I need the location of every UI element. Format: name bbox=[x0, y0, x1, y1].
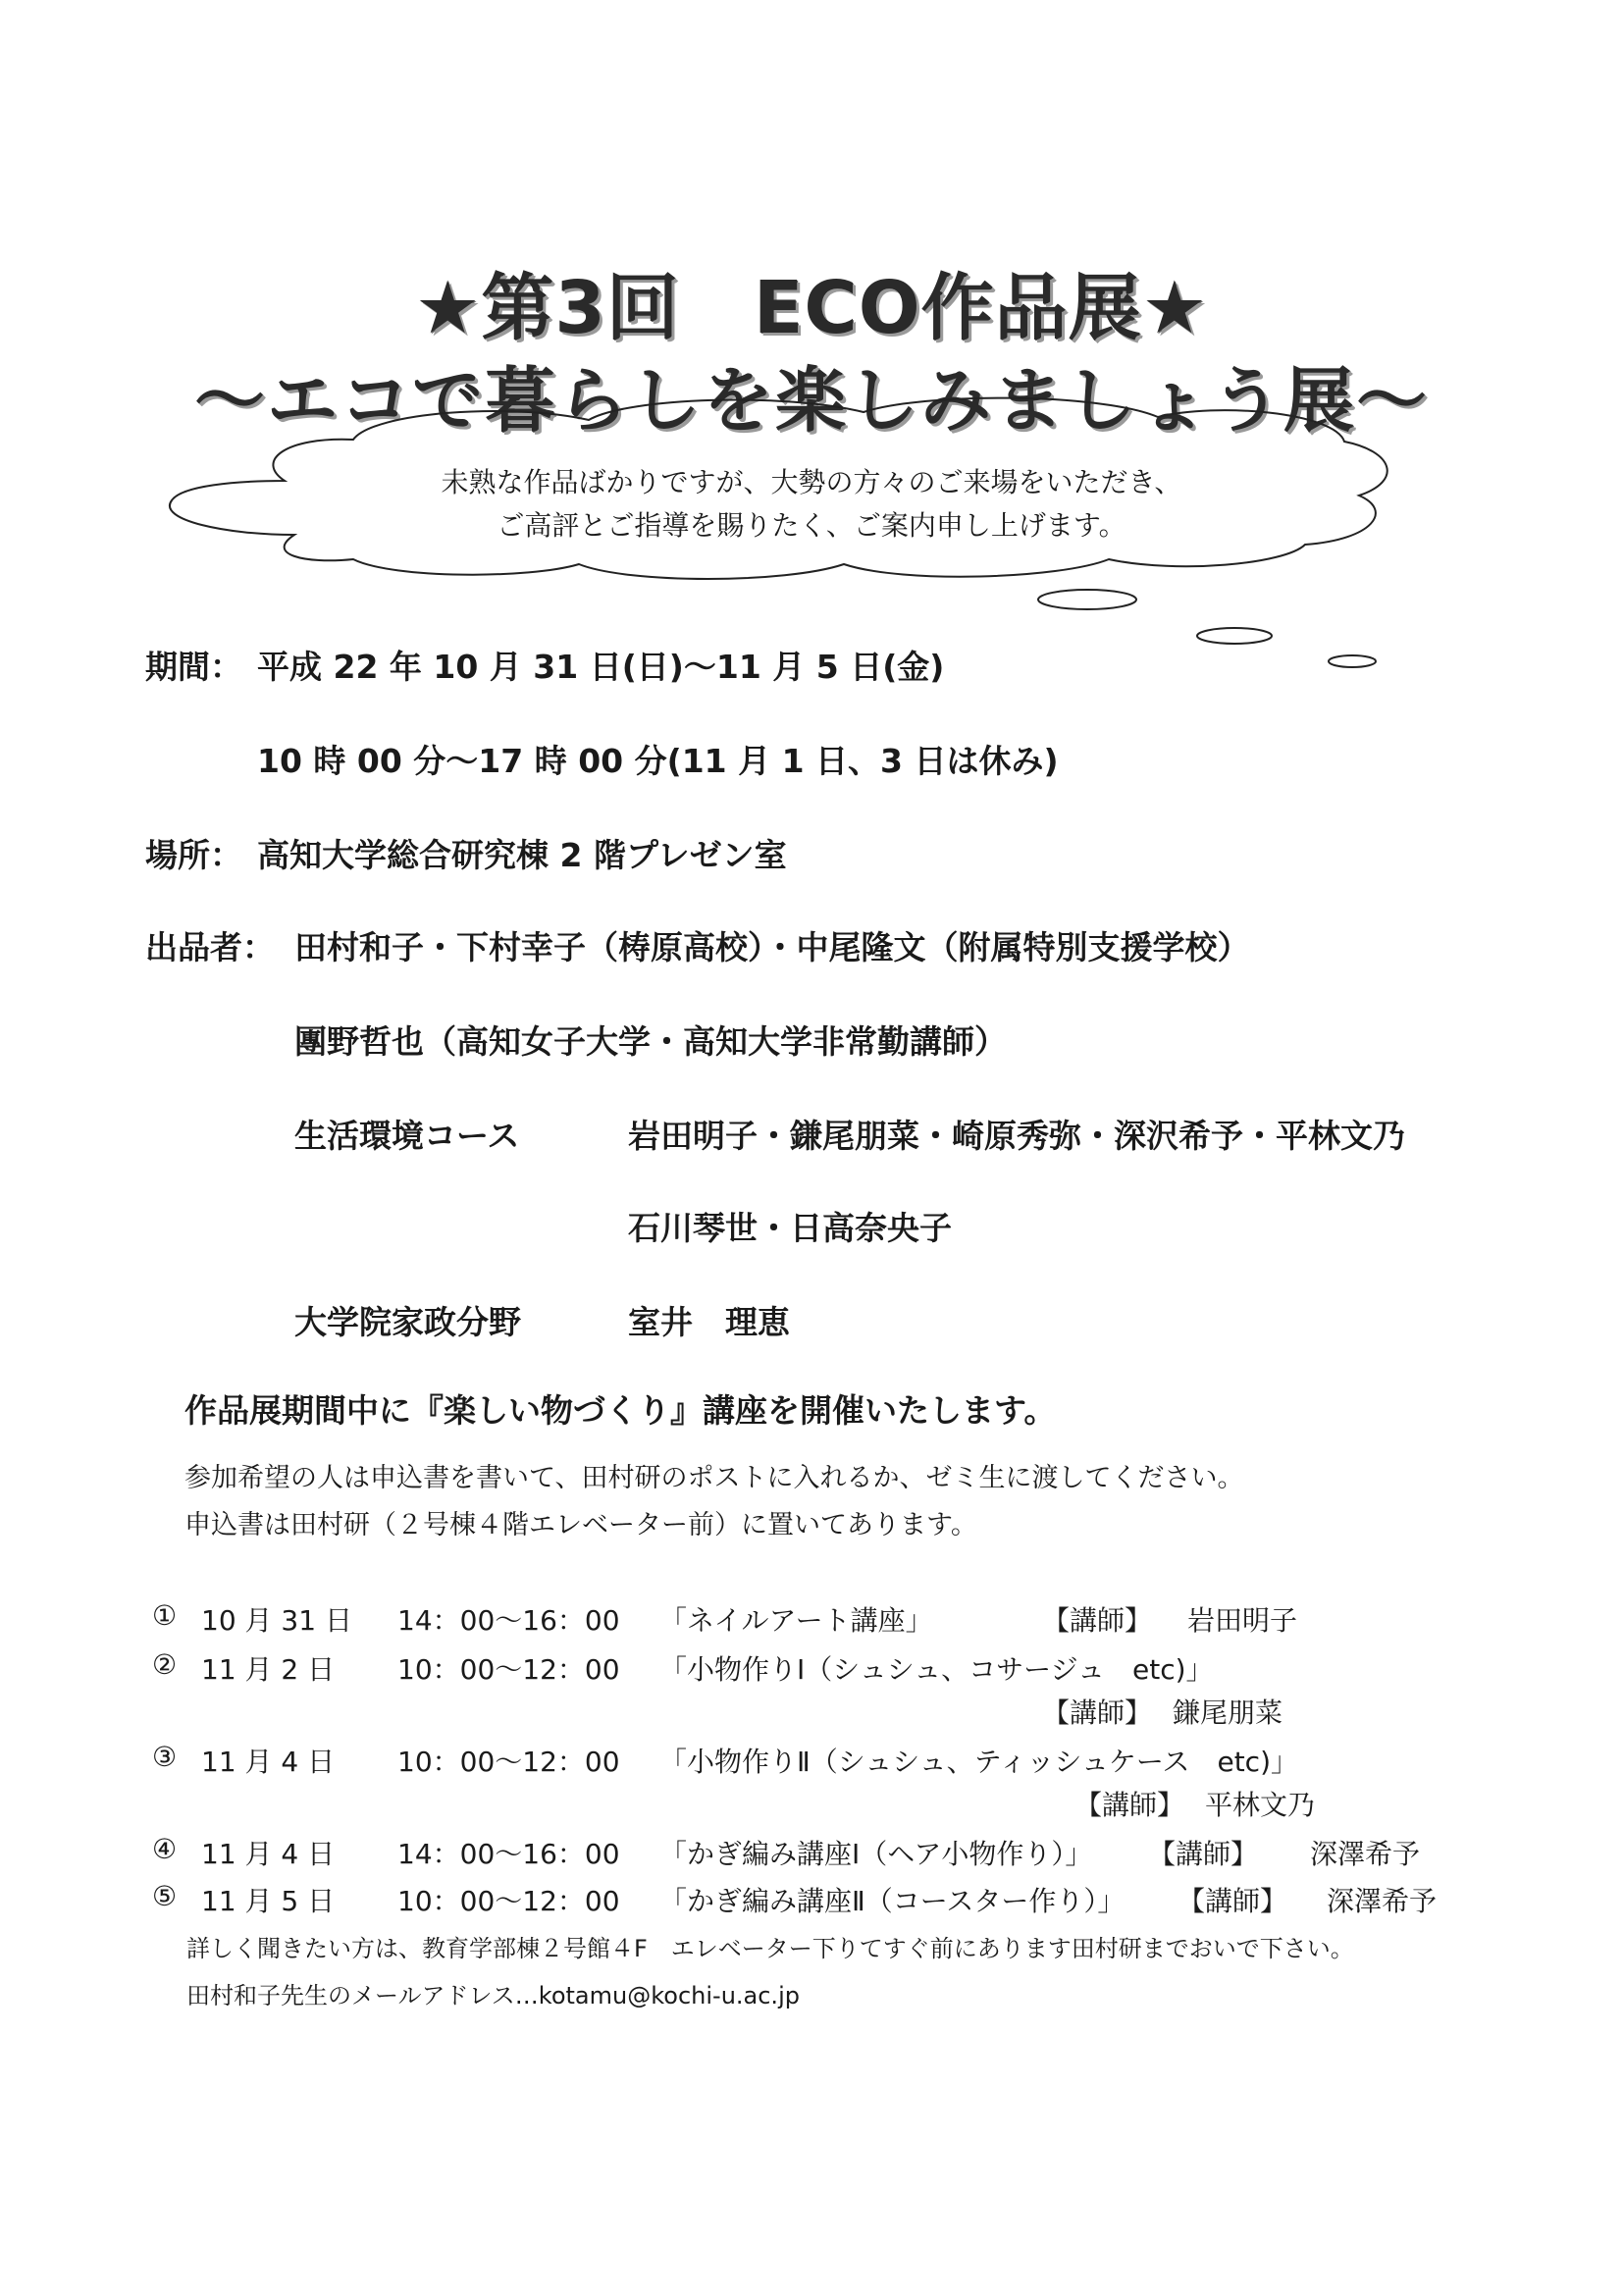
schedule-title: 「かぎ編み講座Ⅰ（ヘア小物作り）」 bbox=[659, 1838, 1093, 1870]
schedule-instructor-label: 【講師】 bbox=[1042, 1604, 1153, 1637]
schedule-date: 11 月 4 日 bbox=[201, 1746, 336, 1778]
schedule-instructor-label: 【講師】 bbox=[1178, 1885, 1288, 1917]
schedule-title: 「小物作りⅡ（シュシュ、ティッシュケース etc)」 bbox=[659, 1746, 1298, 1778]
workshop-announcement: 作品展期間中に『楽しい物づくり』講座を開催いたします。 bbox=[184, 1391, 1057, 1430]
schedule-time: 14：00～16：00 bbox=[397, 1838, 620, 1870]
intro-line-1: 未熟な作品ばかりですが、大勢の方々のご来場をいただき、 bbox=[441, 466, 1182, 498]
exhibitors-label: 出品者： bbox=[145, 928, 275, 966]
schedule-date: 11 月 2 日 bbox=[201, 1653, 336, 1686]
schedule-num: ⑤ bbox=[152, 1880, 178, 1912]
schedule-time: 14：00～16：00 bbox=[397, 1604, 620, 1637]
schedule-instructor: 鎌尾朋菜 bbox=[1173, 1696, 1283, 1729]
schedule-instructor-label: 【講師】 bbox=[1042, 1696, 1153, 1729]
workshop-apply-line-2: 申込書は田村研（２号棟４階エレベーター前）に置いてあります。 bbox=[184, 1510, 977, 1540]
exhibitors-line-2: 團野哲也（高知女子大学・高知大学非常勤講師） bbox=[294, 1022, 1007, 1061]
intro-line-2: ご高評とご指導を賜りたく、ご案内申し上げます。 bbox=[497, 509, 1126, 542]
footer-email: 田村和子先生のメールアドレス…kotamu@kochi-u.ac.jp bbox=[186, 1982, 800, 2009]
exhibitors-line-1: 田村和子・下村幸子（梼原高校）・中尾隆文（附属特別支援学校） bbox=[294, 928, 1250, 966]
title-line-1: ★第3回 ECO作品展★ bbox=[415, 266, 1208, 350]
schedule-title: 「かぎ編み講座Ⅱ（コースター作り）」 bbox=[659, 1885, 1126, 1917]
footer-details: 詳しく聞きたい方は、教育学部棟２号館４F エレベーター下りてすぐ前にあります田村研までおいで下さい。 bbox=[186, 1935, 1354, 1962]
workshop-apply-line-1: 参加希望の人は申込書を書いて、田村研のポストに入れるか、ゼミ生に渡してください。 bbox=[184, 1463, 1244, 1493]
schedule-date: 10 月 31 日 bbox=[201, 1604, 352, 1637]
schedule-num: ① bbox=[152, 1599, 178, 1632]
schedule-time: 10：00～12：00 bbox=[397, 1885, 620, 1917]
schedule-num: ③ bbox=[152, 1741, 178, 1773]
schedule-instructor: 深澤希予 bbox=[1327, 1885, 1438, 1917]
schedule-instructor: 深澤希予 bbox=[1310, 1838, 1421, 1870]
group-graduate-members: 室井 理恵 bbox=[628, 1303, 790, 1341]
period-hours: 10 時 00 分～17 時 00 分(11 月 1 日、3 日は休み) bbox=[257, 742, 1059, 780]
schedule-title: 「ネイルアート講座」 bbox=[659, 1604, 933, 1637]
title-line-2: ～エコで暮らしを楽しみましょう展～ bbox=[193, 359, 1429, 442]
group-life-environment-line-2: 石川琴世・日高奈央子 bbox=[628, 1209, 952, 1247]
period-label: 期間： bbox=[145, 648, 242, 686]
schedule-title: 「小物作りⅠ（シュシュ、コサージュ etc)」 bbox=[659, 1653, 1214, 1686]
schedule-time: 10：00～12：00 bbox=[397, 1653, 620, 1686]
schedule-num: ② bbox=[152, 1648, 178, 1681]
thought-cloud-graphic bbox=[0, 0, 1623, 706]
schedule-instructor-label: 【講師】 bbox=[1148, 1838, 1259, 1870]
schedule-time: 10：00～12：00 bbox=[397, 1746, 620, 1778]
schedule-date: 11 月 4 日 bbox=[201, 1838, 336, 1870]
group-life-environment-label: 生活環境コース bbox=[294, 1117, 520, 1155]
venue-label: 場所： bbox=[145, 836, 242, 874]
schedule-date: 11 月 5 日 bbox=[201, 1885, 336, 1917]
schedule-instructor: 岩田明子 bbox=[1187, 1604, 1298, 1637]
schedule-instructor-label: 【講師】 bbox=[1074, 1789, 1185, 1821]
schedule-num: ④ bbox=[152, 1833, 178, 1865]
schedule-instructor: 平林文乃 bbox=[1205, 1789, 1316, 1821]
group-graduate-label: 大学院家政分野 bbox=[294, 1303, 521, 1341]
group-life-environment-line-1: 岩田明子・鎌尾朋菜・崎原秀弥・深沢希予・平林文乃 bbox=[628, 1117, 1405, 1155]
period-dates: 平成 22 年 10 月 31 日(日)～11 月 5 日(金) bbox=[257, 648, 945, 686]
venue-value: 高知大学総合研究棟 2 階プレゼン室 bbox=[257, 836, 787, 874]
